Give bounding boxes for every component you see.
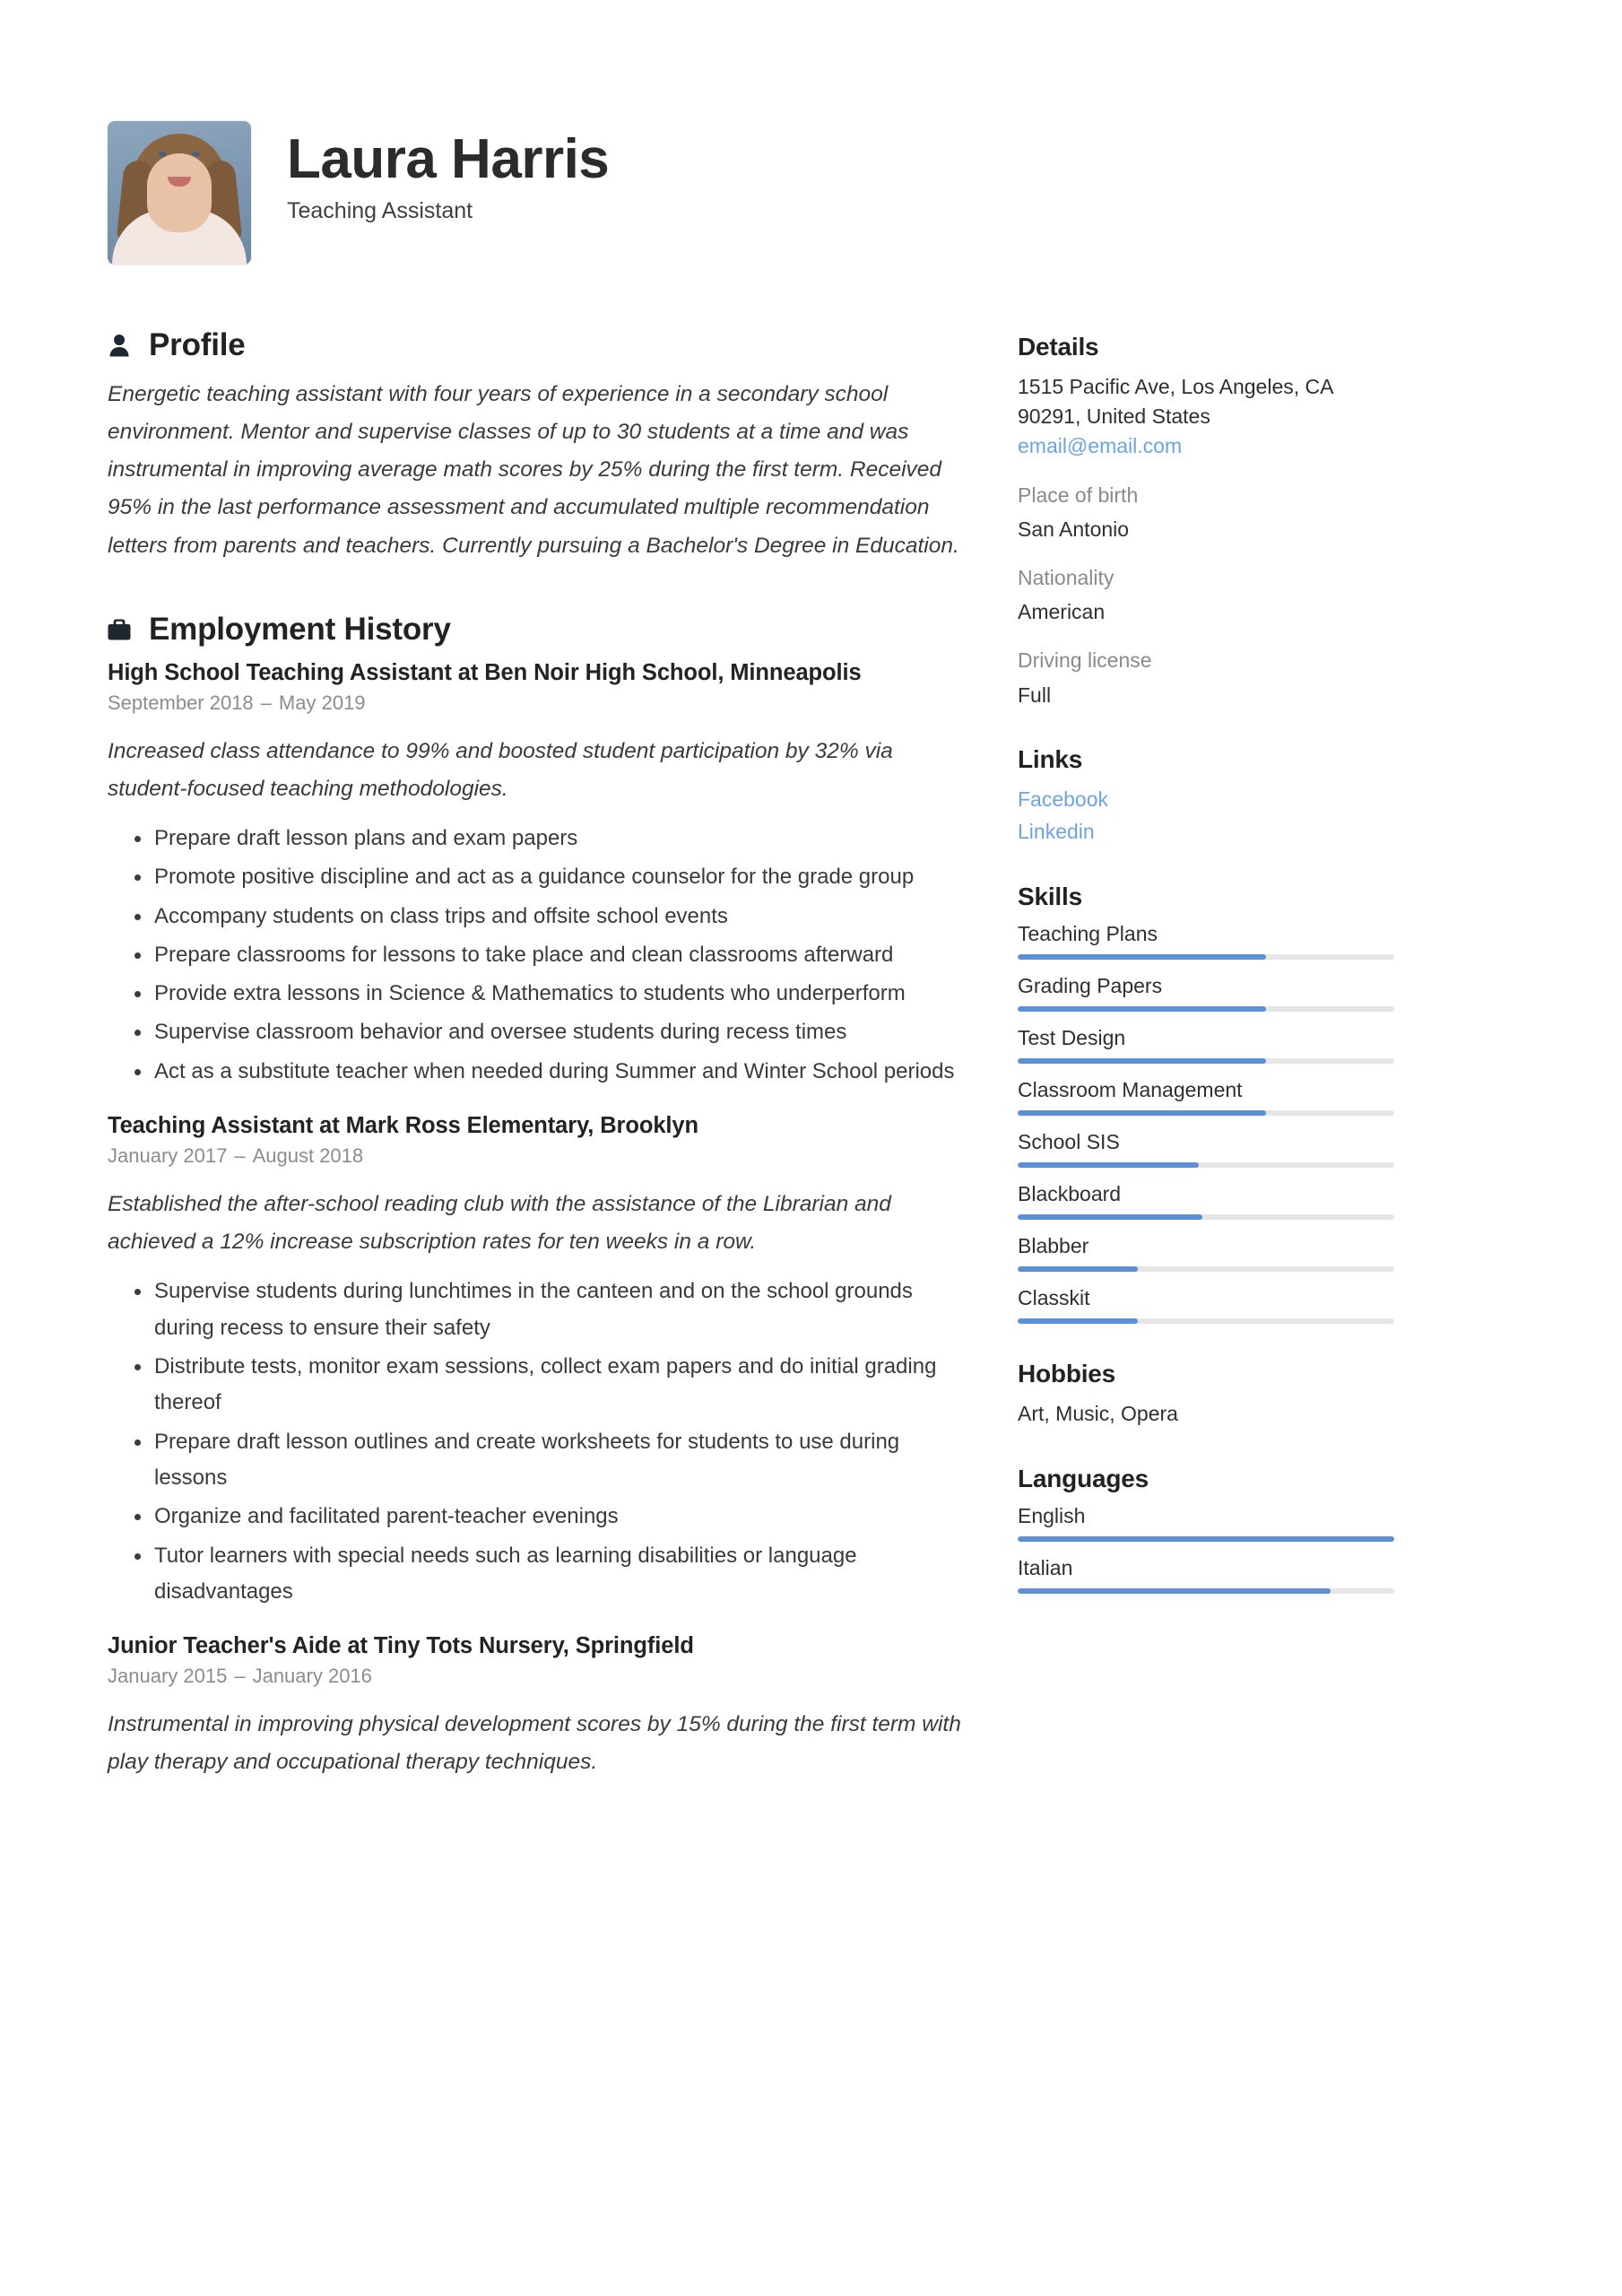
job-summary: Increased class attendance to 99% and boosted student participation by 32% via student-focused teaching methodologies. [108,738,893,801]
details-field-label: Place of birth [1018,483,1139,507]
skill-name: School SIS [1018,1130,1120,1154]
job-dates [108,1665,968,1688]
date-separator: – [234,1665,246,1688]
job-bullet-list [108,821,968,1090]
skill-name: Grading Papers [1018,974,1163,998]
resume-header [0,0,1622,265]
date-separator: – [260,691,272,714]
list-item: Provide extra lessons in Science & Mathematics to students who underperform [108,976,968,1012]
header-text [287,121,609,224]
page-title: Laura Harris [287,128,610,190]
profile-section [108,327,968,565]
skill-name: Blabber [1018,1234,1089,1258]
date-separator: – [234,1144,246,1168]
hobbies-section [1018,1360,1394,1429]
job-heading: Junior Teacher's Aide at Tiny Tots Nursery, Springfield [108,1633,694,1659]
profile-text: Energetic teaching assistant with four years of experience in a secondary school environment. Mentor and supervise classes of up to 30 students at a time and was instrumental in improving average math scores by 25% during the first term. Received 95% in the last performance assessment and accumulated multiple recommendation letters from parents and teachers. Currently pursuing a Bachelor's Degree in Education. [108,382,959,558]
details-field-value: San Antonio [1018,517,1130,541]
skill-name: Blackboard [1018,1182,1122,1206]
skill-bar-fill [1018,954,1266,960]
details-field-value: American [1018,600,1106,624]
list-item: Promote positive discipline and act as a guidance counselor for the grade group [108,859,968,895]
hobbies-text: Art, Music, Opera [1018,1402,1178,1426]
details-field-value: Full [1018,683,1052,707]
details-address-line-2: 90291, United States [1018,404,1210,428]
skill-name: Classkit [1018,1286,1090,1310]
skill-bar-track [1018,954,1394,960]
skill-bar-fill [1018,1110,1266,1116]
list-item: Prepare draft lesson outlines and create worksheets for students to use during lessons [108,1424,968,1497]
skills-section-title: Skills [1018,883,1082,911]
languages-list [1018,1504,1394,1594]
link-item-facebook[interactable]: Facebook [1018,787,1109,811]
skill-row [1018,922,1394,960]
employment-section [108,612,968,1782]
skill-row [1018,974,1394,1012]
skill-bar-track [1018,1214,1394,1220]
details-field [1018,563,1394,626]
details-email-link[interactable]: email@email.com [1018,433,1183,457]
skill-bar-fill [1018,1266,1138,1272]
details-field [1018,646,1394,709]
language-name: English [1018,1504,1086,1528]
links-section [1018,745,1394,848]
skills-section [1018,883,1394,1324]
job-end-date: August 2018 [252,1144,364,1168]
skill-row [1018,1026,1394,1064]
links-section-title: Links [1018,744,1083,773]
employment-section-header [108,612,968,648]
skill-bar-track [1018,1318,1394,1324]
skill-bar-fill [1018,1162,1199,1168]
avatar-eye-right [192,152,200,157]
skill-bar-fill [1018,1058,1266,1064]
header-job-title: Teaching Assistant [287,197,473,223]
briefcase-icon [108,616,131,643]
skill-bar-track [1018,1162,1394,1168]
avatar-eye-left [159,152,167,157]
list-item: Supervise students during lunchtimes in the canteen and on the school grounds during recess to ensure their safety [108,1274,968,1346]
job-entry [108,660,968,1090]
details-section-title: Details [1018,333,1099,361]
skills-list [1018,922,1394,1324]
list-item: Organize and facilitated parent-teacher evenings [108,1499,968,1535]
skill-row [1018,1182,1394,1220]
job-entry [108,1113,968,1610]
skill-bar-fill [1018,1006,1266,1012]
skill-row [1018,1234,1394,1272]
languages-section [1018,1465,1394,1594]
list-item: Supervise classroom behavior and oversee students during recess times [108,1014,968,1050]
skill-bar-fill [1018,1318,1138,1324]
skill-bar-fill [1018,1214,1202,1220]
details-field-label: Nationality [1018,566,1115,589]
list-item: Act as a substitute teacher when needed during Summer and Winter School periods [108,1054,968,1090]
link-item-linkedin[interactable]: Linkedin [1018,820,1095,844]
avatar-face [147,153,212,232]
list-item: Tutor learners with special needs such as learning disabilities or language disadvantages [108,1538,968,1611]
job-dates [108,691,968,715]
resume-body [0,265,1622,1799]
job-heading: High School Teaching Assistant at Ben Noir High School, Minneapolis [108,659,862,685]
job-start-date: January 2015 [108,1665,228,1688]
profile-section-title: Profile [149,327,246,362]
skill-bar-track [1018,1110,1394,1116]
job-bullet-list [108,1274,968,1610]
languages-section-title: Languages [1018,1465,1149,1493]
job-start-date: September 2018 [108,691,254,714]
list-item: Distribute tests, monitor exam sessions, collect exam papers and do initial grading thereof [108,1349,968,1422]
skill-bar-track [1018,1058,1394,1064]
job-dates [108,1144,968,1168]
job-list [108,660,968,1782]
skill-row [1018,1078,1394,1116]
job-summary: Established the after-school reading club with the assistance of the Librarian and achieved a 12% increase subscription rates for ten weeks in a row. [108,1192,891,1255]
details-field-list [1018,481,1394,709]
job-summary: Instrumental in improving physical development scores by 15% during the first term with play therapy and occupational therapy techniques. [108,1712,961,1775]
details-section [1018,333,1394,709]
job-end-date: May 2019 [278,691,366,714]
language-name: Italian [1018,1556,1073,1580]
skill-row [1018,1130,1394,1168]
language-bar-fill [1018,1536,1394,1542]
skill-bar-track [1018,1266,1394,1272]
list-item: Prepare draft lesson plans and exam papers [108,821,968,857]
links-list [1018,785,1394,848]
employment-section-title: Employment History [149,611,451,647]
hobbies-section-title: Hobbies [1018,1360,1116,1388]
skill-bar-track [1018,1006,1394,1012]
skill-name: Test Design [1018,1026,1126,1050]
language-bar-fill [1018,1588,1331,1594]
main-column [108,327,1018,1799]
profile-section-header [108,327,968,363]
person-icon [108,332,131,359]
job-heading: Teaching Assistant at Mark Ross Elementary, Brooklyn [108,1113,698,1139]
sidebar [1018,327,1394,1630]
details-address-line-1: 1515 Pacific Ave, Los Angeles, CA [1018,375,1334,398]
details-field-label: Driving license [1018,648,1152,673]
language-row [1018,1556,1394,1594]
skill-name: Classroom Management [1018,1078,1243,1102]
skill-name: Teaching Plans [1018,922,1158,946]
list-item: Accompany students on class trips and offsite school events [108,899,968,935]
job-entry [108,1633,968,1781]
language-row [1018,1504,1394,1542]
job-start-date: January 2017 [108,1144,228,1168]
skill-row [1018,1286,1394,1324]
language-bar-track [1018,1536,1394,1542]
job-end-date: January 2016 [252,1665,372,1688]
list-item: Prepare classrooms for lessons to take place and clean classrooms afterward [108,937,968,973]
language-bar-track [1018,1588,1394,1594]
avatar [108,121,251,265]
details-field [1018,481,1394,544]
